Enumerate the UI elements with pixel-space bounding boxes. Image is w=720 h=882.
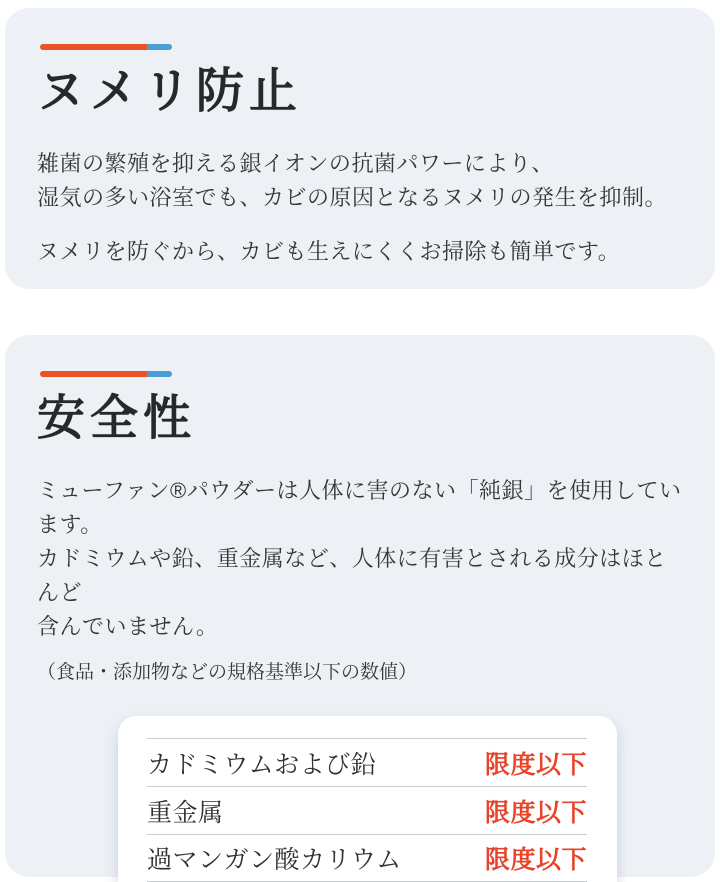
section-title-numeri-boushi: ヌメリ防止 [37, 65, 303, 118]
section-card-safety [5, 335, 715, 877]
spec-row-value: 限度以下 [484, 798, 587, 827]
numeri-paragraph-1-line-2: 湿気の多い浴室でも、カビの原因となるヌメリの発生を抑制。 [37, 185, 668, 211]
safety-paragraph-line-1: ミューファン®パウダーは人体に害のない「純銀」を使用しています。 [37, 478, 682, 538]
spec-row-value: 限度以下 [484, 750, 587, 779]
safety-paragraph-line-2: カドミウムや鉛、重金属など、人体に有害とされる成分はほとんど [37, 546, 667, 606]
safety-paragraph [37, 474, 685, 644]
accent-bar-red-segment [40, 44, 147, 50]
section-title-safety: 安全性 [37, 392, 197, 445]
spec-table-card [118, 716, 617, 882]
accent-bar-blue-segment [147, 371, 172, 377]
section-card-numeri-boushi [5, 8, 715, 289]
numeri-paragraph-1-line-1: 雑菌の繁殖を抑える銀イオンの抗菌パワーにより、 [37, 151, 554, 177]
spec-row-label: カドミウムおよび鉛 [147, 750, 377, 779]
accent-bar-blue-segment [147, 44, 172, 50]
spec-row-label: 過マンガン酸カリウム [147, 846, 402, 875]
numeri-paragraph-2: ヌメリを防ぐから、カビも生えにくくお掃除も簡単です。 [37, 239, 621, 265]
accent-bar [40, 371, 172, 377]
table-row [147, 834, 587, 882]
numeri-paragraph-1 [37, 147, 685, 215]
table-row [147, 738, 587, 786]
safety-note: （食品・添加物などの規格基準以下の数値） [37, 662, 418, 684]
table-row [147, 786, 587, 834]
safety-paragraph-line-3: 含んでいません。 [37, 614, 219, 640]
accent-bar [40, 44, 172, 50]
spec-row-label: 重金属 [147, 798, 224, 827]
spec-row-value: 限度以下 [484, 846, 587, 875]
accent-bar-red-segment [40, 371, 147, 377]
